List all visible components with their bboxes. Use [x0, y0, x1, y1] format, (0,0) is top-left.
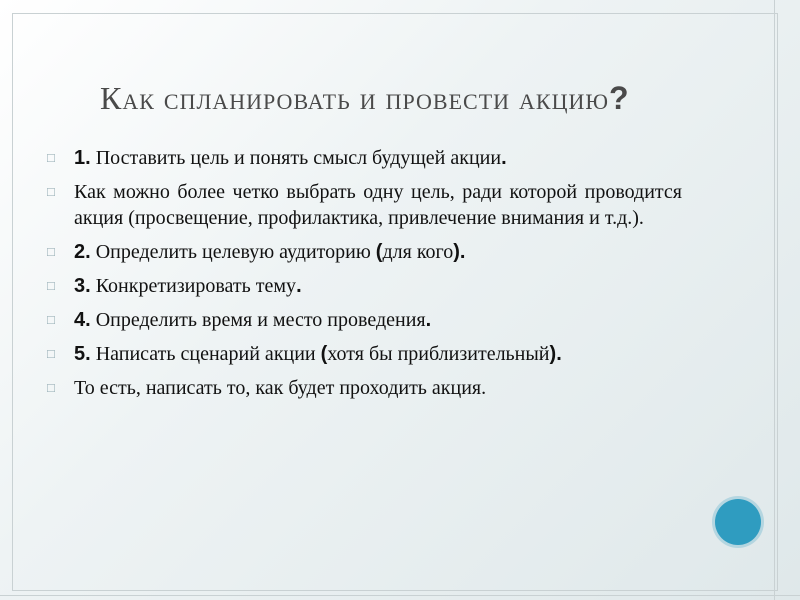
- item-number: 4.: [74, 309, 91, 331]
- item-number: 5.: [74, 343, 91, 365]
- item-body: Определить целевую аудиторию: [90, 241, 376, 263]
- bullet-icon: □: [47, 278, 55, 293]
- item-paren-open: (: [375, 241, 383, 263]
- item-body: Определить время и место проведения: [90, 309, 426, 331]
- frame-line-bottom: [0, 595, 800, 596]
- item-paren-open: (: [320, 343, 328, 365]
- bullet-icon: □: [47, 244, 55, 259]
- list-item-text: [74, 145, 682, 171]
- list-item-text: [74, 239, 682, 265]
- title-question-mark: ?: [608, 80, 630, 116]
- list-item-text: [74, 307, 682, 333]
- bullet-list: [47, 145, 682, 409]
- list-item: [47, 145, 682, 171]
- item-end: .: [425, 309, 432, 331]
- list-item: [47, 341, 682, 367]
- item-paren-close: ): [549, 343, 557, 365]
- item-body: Поставить цель и понять смысл будущей акции: [90, 147, 502, 169]
- title-text: Как спланировать и провести акцию: [100, 80, 609, 116]
- list-item: [47, 239, 682, 265]
- item-paren-text: для кого: [382, 241, 454, 263]
- list-item: [47, 273, 682, 299]
- item-paren-text: хотя бы приблизительный: [327, 343, 550, 365]
- list-item-text: [74, 375, 682, 401]
- list-item-text: [74, 341, 682, 367]
- item-end: .: [296, 275, 302, 297]
- item-body: Как можно более четко выбрать одну цель, ради которой проводится акция (просвещение, профилактика, привлечение внимания и т.д.).: [74, 181, 682, 229]
- list-item-text: [74, 273, 682, 299]
- bullet-icon: □: [47, 346, 55, 361]
- frame-line-right: [774, 0, 775, 600]
- item-paren-close: ): [453, 241, 460, 263]
- list-item: [47, 307, 682, 333]
- item-number: 1.: [74, 147, 91, 169]
- list-item: [47, 375, 682, 401]
- bullet-icon: □: [47, 150, 55, 165]
- list-item-text: [74, 179, 682, 231]
- item-number: 3.: [74, 275, 91, 297]
- bullet-icon: □: [47, 184, 55, 199]
- item-number: 2.: [74, 241, 91, 263]
- item-body: То есть, написать то, как будет проходить акция.: [74, 377, 487, 399]
- item-body: Написать сценарий акции: [90, 343, 321, 365]
- bullet-icon: □: [47, 312, 55, 327]
- list-item: [47, 179, 682, 231]
- item-end: .: [501, 147, 507, 169]
- item-end: .: [556, 343, 562, 365]
- item-body: Конкретизировать тему: [90, 275, 297, 297]
- item-end: .: [459, 241, 466, 263]
- decorative-circle-icon: [715, 499, 761, 545]
- bullet-icon: □: [47, 380, 55, 395]
- page-title: [100, 78, 660, 118]
